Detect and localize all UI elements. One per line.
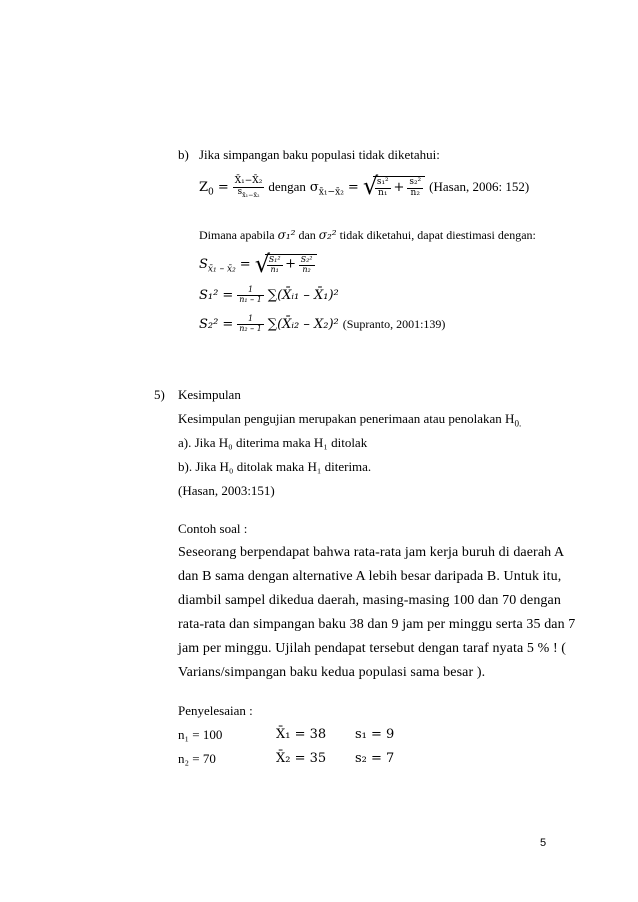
- z-denominator: $s_{x̄_1-x̄_2}$: [237, 186, 260, 199]
- section5-line2: a). Jika H₀ diterima maka H₁ ditolak: [178, 435, 368, 450]
- contoh-line-4: jam per minggu. Ujilah pendapat tersebut dengan taraf nyata 5 % ! (: [178, 641, 567, 656]
- row1-x: X̄₁ = 38: [276, 727, 327, 742]
- sigma-diff: $\sigma_{x̄_1-x̄_2}$: [309, 179, 344, 198]
- contoh-line-0: Seseorang berpendapat bahwa rata-rata jam kerja buruh di daerah A: [178, 545, 565, 560]
- section5-marker: 5): [154, 387, 165, 402]
- section-b-text: Jika simpangan baku populasi tidak diketahui:: [199, 147, 440, 162]
- contoh-title: Contoh soal :: [178, 521, 248, 536]
- contoh-line-2: diambil sampel dikedua daerah, masing-masing 100 dan 70 dengan: [178, 593, 561, 608]
- formula-s2: S₂² = $\frac{1}{\text{n₂ – 1}}$ ∑(X̄ᵢ₂ – X₂)² (Supranto, 2001:139): [199, 314, 446, 333]
- penyelesaian-title: Penyelesaian :: [178, 703, 253, 718]
- contoh-line-3: rata-rata dan simpangan baku 38 dan 9 jam per minggu serta 35 dan 7: [178, 617, 576, 632]
- formula-s1: S₁² = $\frac{1}{\text{n₁ – 1}}$ ∑(X̄ᵢ₁ – X̄₁)²: [199, 285, 339, 304]
- z-numerator: X̄₁−X̄₂: [234, 176, 263, 186]
- dengan-word: dengan: [268, 179, 306, 195]
- row2-s: s₂ = 7: [355, 751, 395, 766]
- sigma-eq: =: [347, 179, 359, 195]
- formula-s-diff: $S_{x̄_1 - x̄_2}$ = √ $\frac{\text{S₁²}}{\text{n₁}}$ + $\frac{\text{S₂²}}{\text{n₂}}$: [199, 254, 317, 275]
- contoh-line-1: dan B sama dengan alternative A lebih besar daripada B. Untuk itu,: [178, 569, 562, 584]
- contoh-line-5: Varians/simpangan baku kedua populasi sama besar ).: [178, 665, 486, 680]
- citation-hasan-2006: (Hasan, 2006: 152): [429, 179, 530, 195]
- row2-x: X̄₂ = 35: [276, 751, 327, 766]
- section5-line3: b). Jika H₀ ditolak maka H₁ diterima.: [178, 459, 372, 474]
- section5-title: Kesimpulan: [178, 387, 241, 402]
- row1-n: n₁ = 100: [178, 727, 223, 742]
- formula-z: [199, 172, 530, 200]
- dimana-line: Dimana apabila σ₁² dan σ₂² tidak diketahui, dapat diestimasi dengan:: [199, 228, 536, 242]
- z-lhs: $Z_0$: [199, 179, 214, 198]
- z-fraction: [233, 177, 265, 198]
- page-number: 5: [540, 837, 547, 849]
- section5-line4: (Hasan, 2003:151): [178, 483, 275, 498]
- row2-n: n₂ = 70: [178, 751, 216, 766]
- citation-supranto: (Supranto, 2001:139): [342, 316, 446, 331]
- row1-s: s₁ = 9: [355, 727, 395, 742]
- sqrt-sigma: √ $\frac{\text{s₁²}}{\text{n₁}}$ + $\frac{\text{s₂²}}{\text{n₂}}$: [363, 176, 425, 199]
- section-b-marker: b): [178, 147, 189, 162]
- section5-line1: Kesimpulan pengujian merupakan penerimaan atau penolakan $H_{0.}$: [178, 411, 522, 429]
- z-eq: =: [217, 179, 229, 195]
